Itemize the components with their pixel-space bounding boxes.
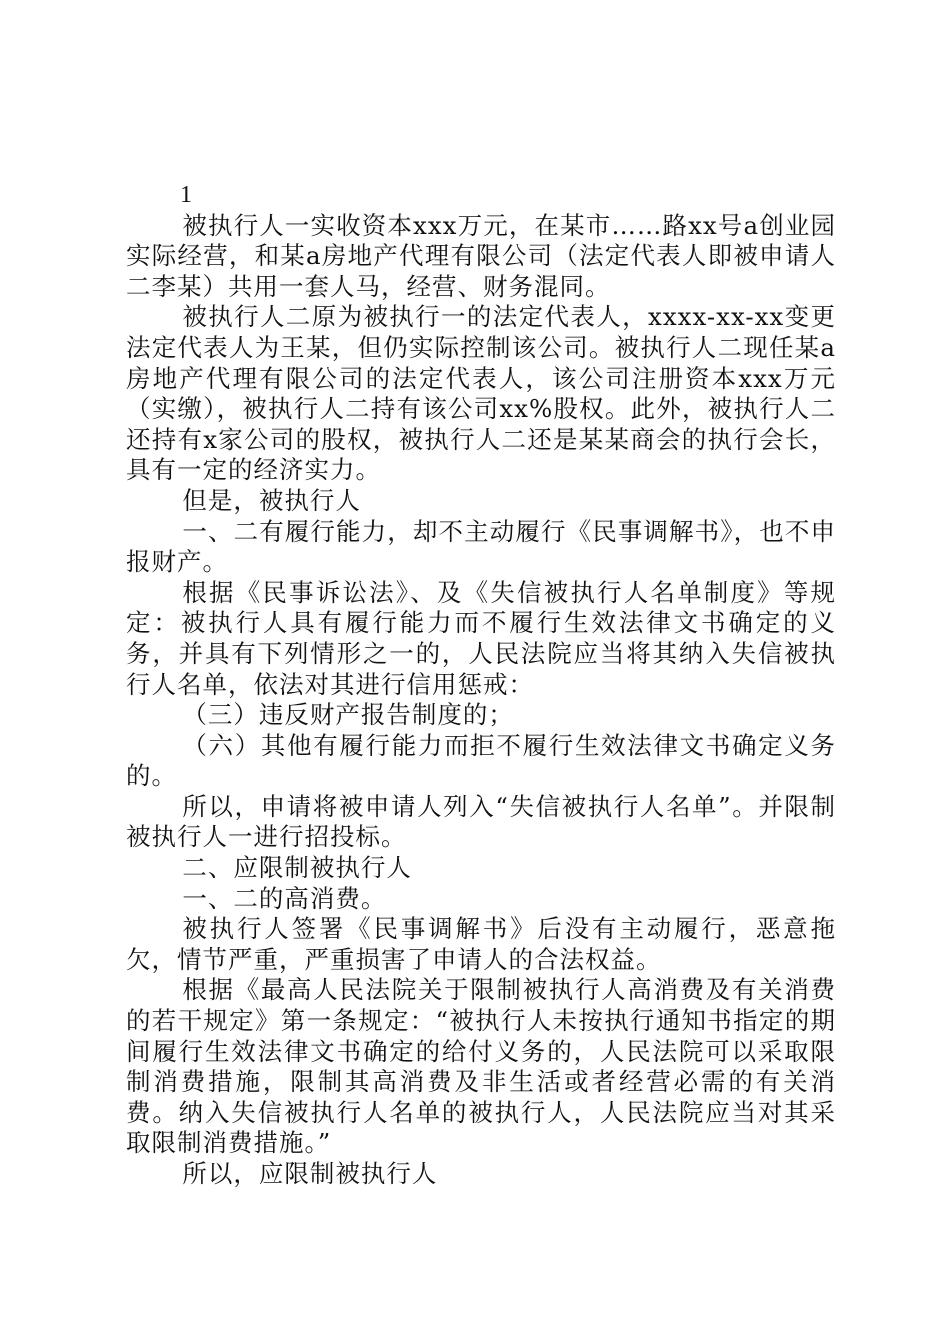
paragraph: 所以，申请将被申请人列入“失信被执行人名单”。并限制被执行人一进行招投标。 bbox=[126, 791, 836, 852]
paragraph: 但是，被执行人 bbox=[182, 485, 361, 515]
paragraph: 根据《民事诉讼法》、及《失信被执行人名单制度》等规定：被执行人具有履行能力而不履行生效法律文书确定的义务，并具有下列情形之一的，人民法院应当将其纳入失信被执行人名单，依法对其进行信用惩戒： bbox=[126, 577, 836, 699]
paragraph: （三）违反财产报告制度的； bbox=[182, 700, 514, 730]
paragraph: 被执行人一实收资本xxx万元，在某市……路xx号a创业园实际经营，和某a房地产代理有限公司（法定代表人即被申请人二李某）共用一套人马，经营、财务混同。 bbox=[126, 210, 836, 301]
paragraph: 一、二有履行能力，却不主动履行《民事调解书》，也不申报财产。 bbox=[126, 516, 836, 577]
paragraph: （六）其他有履行能力而拒不履行生效法律文书确定义务的。 bbox=[126, 730, 836, 791]
paragraph: 被执行人签署《民事调解书》后没有主动履行，恶意拖欠，情节严重，严重损害了申请人的合法权益。 bbox=[126, 914, 836, 974]
document-body bbox=[126, 180, 836, 1190]
paragraph: 一、二的高消费。 bbox=[182, 883, 387, 913]
paragraph: 被执行人二原为被执行一的法定代表人，xxxx-xx-xx变更法定代表人为王某，但仍实际控制该公司。被执行人二现任某a房地产代理有限公司的法定代表人，该公司注册资本xxx万元（实缴），被执行人二持有该公司xx%股权。此外，被执行人二还持有x家公司的股权，被执行人二还是某某商会的执行会长，具有一定的经济实力。 bbox=[126, 302, 836, 485]
paragraph: 根据《最高人民法院关于限制被执行人高消费及有关消费的若干规定》第一条规定：“被执行人未按执行通知书指定的期间履行生效法律文书确定的给付义务的，人民法院可以采取限制消费措施，限制其高消费及非生活或者经营必需的有关消费。纳入失信被执行人名单的被执行人，人民法院应当对其采取限制消费措施。” bbox=[126, 975, 836, 1158]
paragraph: 所以，应限制被执行人 bbox=[182, 1159, 438, 1188]
paragraph: 二、应限制被执行人 bbox=[182, 853, 412, 883]
page-number: 1 bbox=[180, 182, 193, 208]
